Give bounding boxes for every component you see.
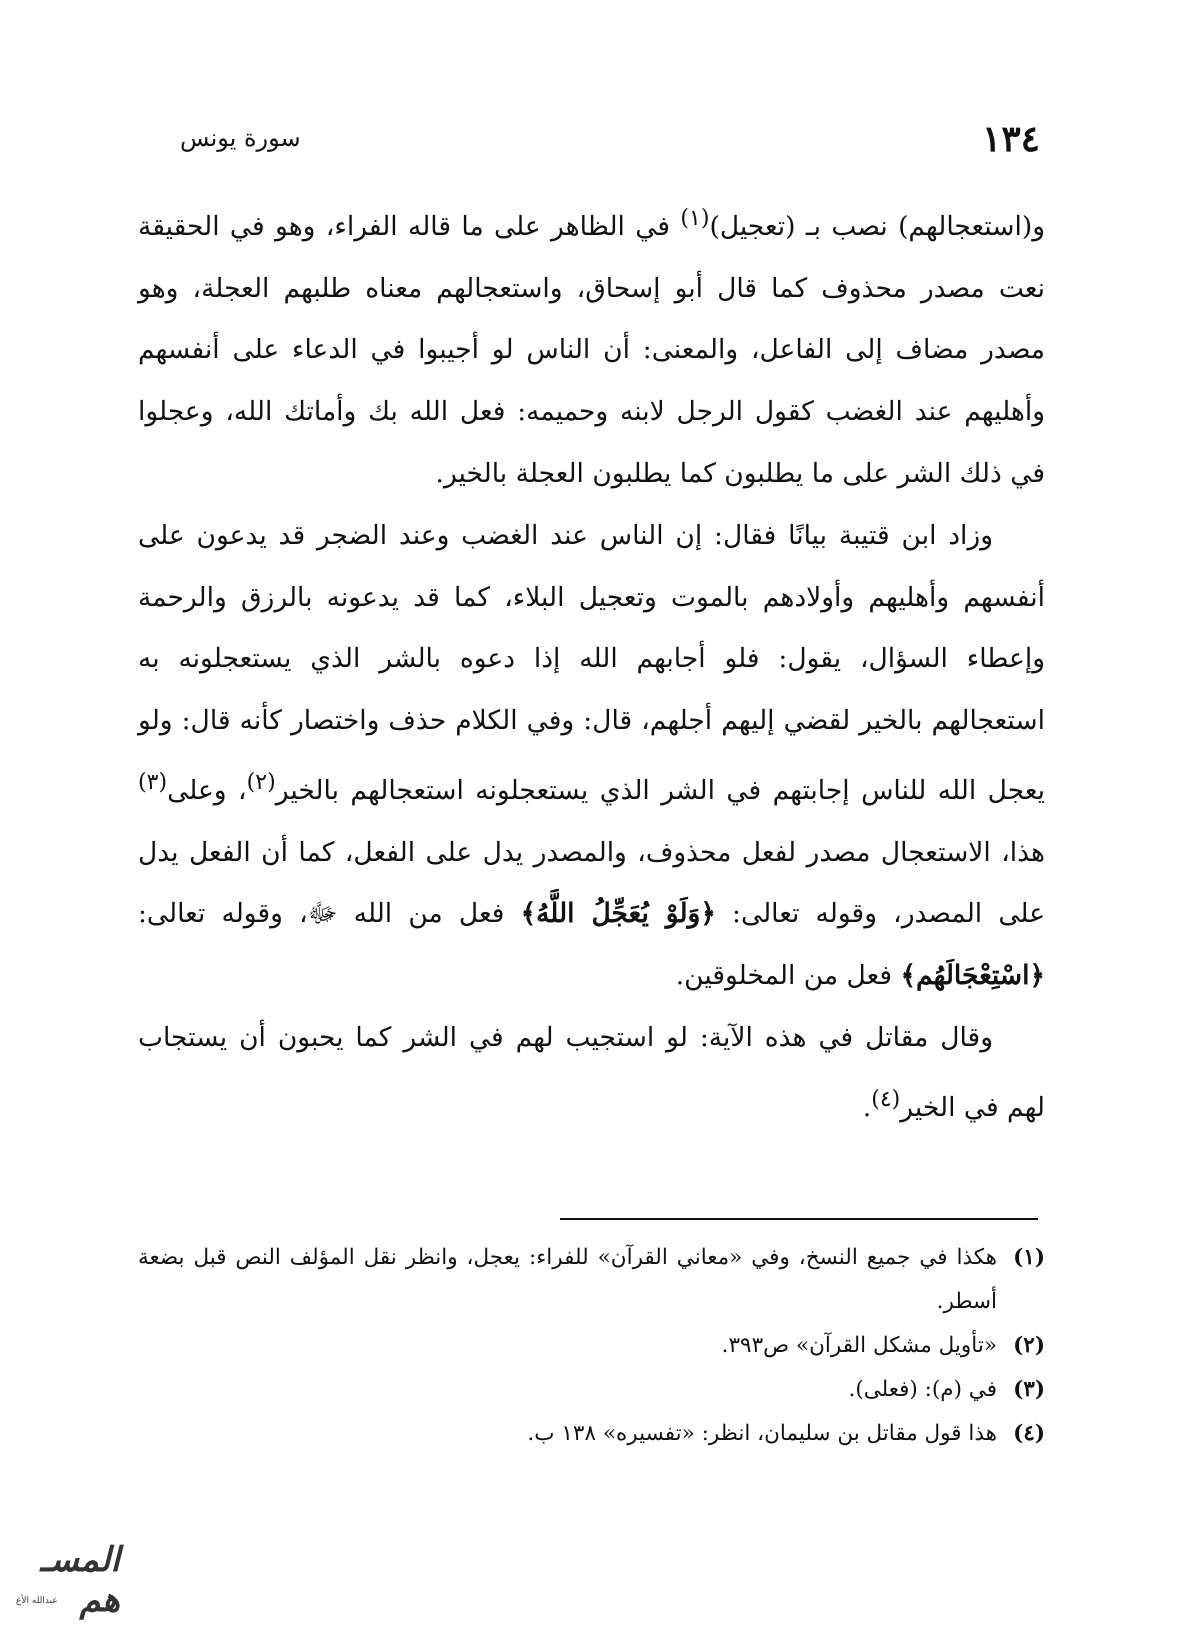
footnote-ref-4: (٤) xyxy=(871,1086,901,1112)
paragraph-3 xyxy=(138,1007,1045,1138)
quran-quote-2: ﴿اسْتِعْجَالَهُم﴾ xyxy=(900,960,1045,992)
footnote-item xyxy=(138,1412,1045,1456)
paragraph-2 xyxy=(138,505,1045,1007)
quran-quote-1: ﴿وَلَوْ يُعَجِّلُ اللَّهُ﴾ xyxy=(520,898,716,930)
paragraph-1-part-a: و(استعجالهم) نصب بـ (تعجيل) xyxy=(709,210,1045,242)
watermark-main-text: المسـ هم xyxy=(40,1540,120,1620)
paragraph-3-part-a: وقال مقاتل في هذه الآية: لو استجيب لهم في الشر كما يحبون أن يستجاب لهم في الخير xyxy=(138,1022,1045,1123)
footnotes xyxy=(138,1236,1045,1456)
paragraph-1 xyxy=(138,188,1045,505)
footnote-number: (٢) xyxy=(1013,1333,1045,1358)
footnote-ref-2: (٢) xyxy=(246,770,276,795)
footnote-item xyxy=(138,1324,1045,1368)
page-header xyxy=(140,118,1040,168)
paragraph-2-part-e: فعل من المخلوقين. xyxy=(675,960,901,992)
footnote-text: في (م): (فعلى). xyxy=(848,1377,997,1402)
footnote-item xyxy=(138,1236,1045,1324)
paragraph-2-part-b: ، وعلى xyxy=(167,774,247,806)
paragraph-3-part-b: . xyxy=(862,1091,872,1123)
footnote-ref-3: (٣) xyxy=(138,770,168,795)
footnote-item xyxy=(138,1368,1045,1412)
main-text xyxy=(138,188,1045,1138)
footnote-number: (١) xyxy=(1013,1245,1045,1270)
paragraph-2-part-d: فعل من الله ﷻ، وقوله تعالى: xyxy=(138,898,521,930)
running-title: سورة يونس xyxy=(180,124,301,152)
footnote-text: هذا قول مقاتل بن سليمان، انظر: «تفسيره» ١٣٨ ب. xyxy=(527,1421,997,1446)
footnote-divider xyxy=(560,1218,1038,1220)
footnote-text: هكذا في جميع النسخ، وفي «معاني القرآن» للفراء: يعجل، وانظر نقل المؤلف النص قبل بضعة أسطر. xyxy=(138,1245,997,1314)
paragraph-1-part-b: في الظاهر على ما قاله الفراء، وهو في الحقيقة نعت مصدر محذوف كما قال أبو إسحاق، واستعجالهم معناه طلبهم العجلة، وهو مصدر مضاف إلى الفاعل، والمعنى: أن الناس لو أجيبوا في الدعاء على أنفسهم وأهليهم عند الغضب كقول الرجل لابنه وحميمه: فعل الله بك وأماتك الله، وعجلوا في ذلك الشر على ما يطلبون كما يطلبون العجلة بالخير. xyxy=(138,210,1045,490)
footnote-number: (٣) xyxy=(1013,1377,1045,1402)
footnote-ref-1: (١) xyxy=(680,206,710,231)
paragraph-2-part-a: وزاد ابن قتيبة بيانًا فقال: إن الناس عند الغضب وعند الضجر قد يدعون على أنفسهم وأهليهم وأولادهم بالموت وتعجيل البلاء، كما قد يدعونه بالرزق والرحمة وإعطاء السؤال، يقول: فلو أجابهم الله إذا دعوه بالشر الذي يستعجلونه به استعجالهم بالخير لقضي إليهم أجلهم، قال: وفي الكلام حذف واختصار كأنه قال: ولو يعجل الله للناس إجابتهم في الشر الذي يستعجلونه استعجالهم بالخير xyxy=(138,519,1045,806)
page-number: ١٣٤ xyxy=(981,118,1040,160)
watermark-sub-text: عبدالله الأغ xyxy=(16,1596,58,1606)
footnote-number: (٤) xyxy=(1013,1421,1045,1446)
publisher-watermark-logo xyxy=(8,1540,120,1620)
footnote-text: «تأويل مشكل القرآن» ص٣٩٣. xyxy=(721,1333,997,1358)
paragraph-2-part-c: هذا، الاستعجال مصدر لفعل محذوف، والمصدر يدل على الفعل، كما أن الفعل يدل على المصدر، وقوله تعالى: xyxy=(138,836,1046,930)
